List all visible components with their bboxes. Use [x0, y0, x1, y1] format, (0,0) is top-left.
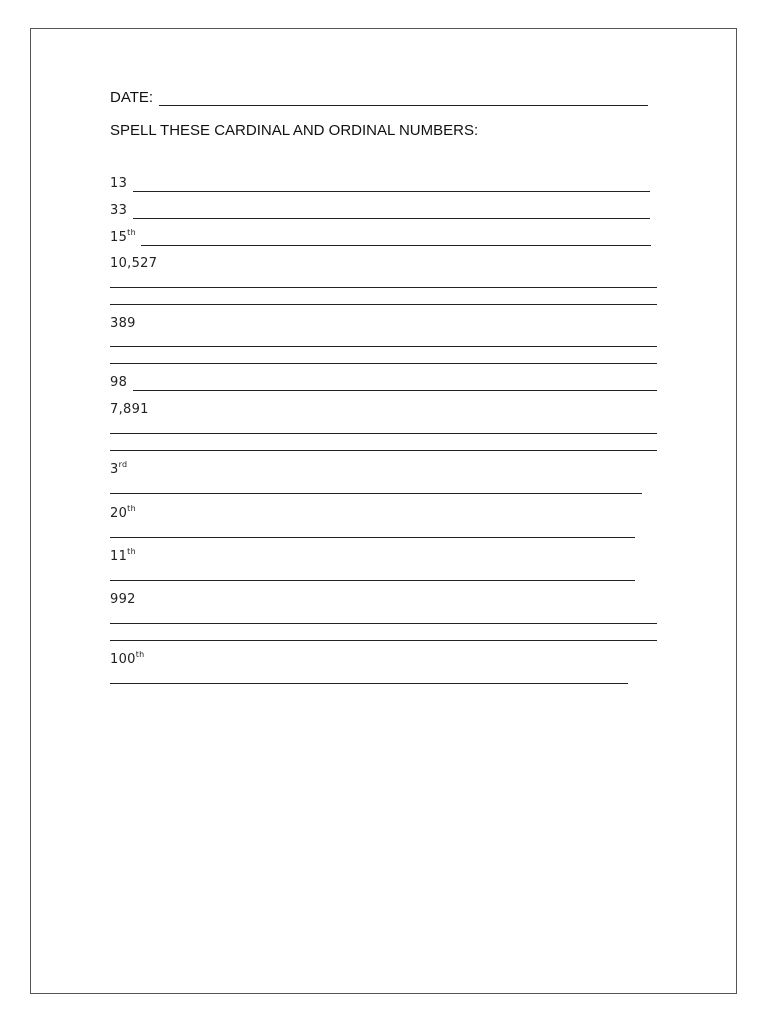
- answer-line[interactable]: [110, 537, 635, 538]
- worksheet-page: [30, 28, 737, 994]
- number-label: 33: [110, 203, 128, 218]
- number-label: 11th: [110, 547, 136, 564]
- number-label: 20th: [110, 504, 136, 521]
- number-label: 10,527: [110, 256, 158, 271]
- answer-line[interactable]: [110, 580, 635, 581]
- answer-line[interactable]: [110, 640, 657, 641]
- answer-line[interactable]: [110, 493, 642, 494]
- answer-line[interactable]: [141, 245, 651, 246]
- number-label: 100th: [110, 650, 145, 667]
- number-label: 389: [110, 316, 136, 331]
- answer-line[interactable]: [110, 433, 657, 434]
- number-label: 13: [110, 176, 128, 191]
- answer-line[interactable]: [110, 363, 657, 364]
- answer-line[interactable]: [133, 390, 657, 391]
- answer-line[interactable]: [110, 287, 657, 288]
- answer-line[interactable]: [110, 450, 657, 451]
- instruction-heading: SPELL THESE CARDINAL AND ORDINAL NUMBERS:: [110, 122, 479, 139]
- date-label: DATE:: [110, 89, 154, 106]
- answer-line[interactable]: [110, 623, 657, 624]
- number-label: 7,891: [110, 402, 149, 417]
- number-label: 3rd: [110, 460, 128, 477]
- number-label: 98: [110, 375, 128, 390]
- answer-line[interactable]: [110, 683, 628, 684]
- number-label: 992: [110, 592, 136, 607]
- number-label: 15th: [110, 228, 136, 245]
- date-answer-line[interactable]: [159, 105, 648, 106]
- answer-line[interactable]: [133, 191, 650, 192]
- answer-line[interactable]: [110, 346, 657, 347]
- answer-line[interactable]: [133, 218, 650, 219]
- answer-line[interactable]: [110, 304, 657, 305]
